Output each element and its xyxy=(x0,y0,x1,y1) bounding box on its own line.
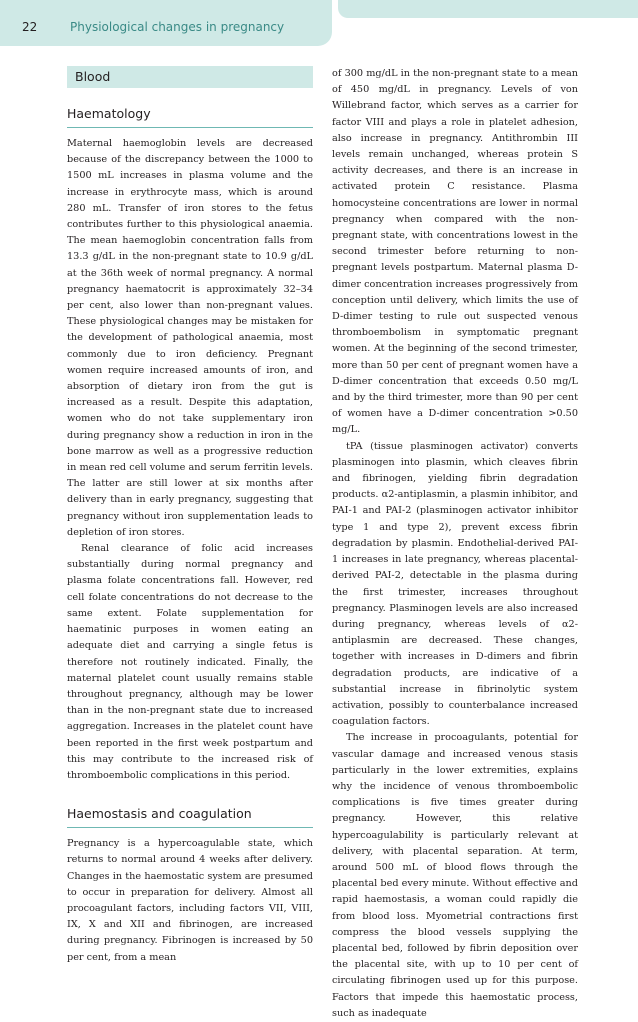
paragraph: Renal clearance of folic acid increases substantially during normal pregnancy and plasma folate concentrations fall. However, red cell folate concentrations do not decrease to the same extent. Folate supplementation for haematinic purposes in women eating an adequate diet and carrying a single fetus is therefore not routinely indicated. Finally, the maternal platelet count usually remains stable throughout pregnancy, although may be lower than in the non-pregnant state due to increased aggregation. Increases in the platelet count have been reported in the first week postpartum and this may contribute to the increased risk of thromboembolic complications in this period. xyxy=(67,543,313,781)
paragraph: of 300 mg/dL in the non-pregnant state to a mean of 450 mg/dL in pregnancy. Levels of von Willebrand factor, which serves as a carrier for factor VIII and plays a role in platelet adhesion, also increase in pregnancy. Antithrombin III levels remain unchanged, whereas protein S activity decreases, and there is an increase in activated protein C resistance. Plasma homocysteine concentrations are lower in normal pregnancy when compared with the non-pregnant state, with concentrations lowest in the second trimester before returning to non-pregnant levels postpartum. Maternal plasma D-dimer concentration increases progressively from conception until delivery, which limits the use of D-dimer testing to rule out suspected venous thromboembolism in symptomatic pregnant women. At the beginning of the second trimester, more than 50 per cent of pregnant women have a D-dimer concentration that exceeds 0.50 mg/L and by the third trimester, more than 90 per cent of women have a D-dimer concentration >0.50 mg/L. xyxy=(332,68,578,436)
paragraph: Pregnancy is a hypercoagulable state, which returns to normal around 4 weeks after delivery. Changes in the haemostatic system are presumed to occur in preparation for delivery. Almost all procoagulant factors, including factors VII, VIII, IX, X and XII and fibrinogen, are increased during pregnancy. Fibrinogen is increased by 50 per cent, from a mean xyxy=(67,838,313,963)
running-header-bar xyxy=(0,0,332,46)
paragraph: tPA (tissue plasminogen activator) converts plasminogen into plasmin, which cleaves fibrin and fibrinogen, yielding fibrin degradation products. α2-antiplasmin, a plasmin inhibitor, and PAI-1 and PAI-2 (plasminogen activator inhibitor type 1 and type 2), prevent excess fibrin degradation by plasmin. Endothelial-derived PAI-1 increases in late pregnancy, whereas placental-derived PAI-2, detectable in the plasma during the first trimester, increases throughout pregnancy. Plasminogen levels are also increased during pregnancy, whereas levels of α2-antiplasmin are decreased. These changes, together with increases in D-dimers and fibrin degradation products, are indicative of a substantial increase in fibrinolytic system activation, possibly to counterbalance increased coagulation factors. xyxy=(332,440,578,728)
left-column xyxy=(67,62,313,966)
running-title: Physiological changes in pregnancy xyxy=(70,20,285,34)
paragraph: Maternal haemoglobin levels are decreased because of the discrepancy between the 1000 to 1500 mL increases in plasma volume and the increase in erythrocyte mass, which is around 280 mL. Transfer of iron stores to the fetus contributes further to this physiological anaemia. The mean haemoglobin concentration falls from 13.3 g/dL in the non-pregnant state to 10.9 g/dL at the 36th week of normal pregnancy. A normal pregnancy haematocrit is approximately 32–34 per cent, also lower than non-pregnant values. These physiological changes may be mistaken for the development of pathological anaemia, most commonly due to iron deficiency. Pregnant women require increased amounts of iron, and absorption of dietary iron from the gut is increased as a result. Despite this adaptation, women who do not take supplementary iron during pregnancy show a reduction in iron in the bone marrow as well as a progressive reduction in mean red cell volume and serum ferritin levels. The latter are still lower at six months after delivery than in early pregnancy, suggesting that pregnancy without iron supplementation leads to depletion of iron stores. xyxy=(67,138,313,538)
heading-haemostasis: Haemostasis and coagulation xyxy=(67,806,313,828)
section-title-blood: Blood xyxy=(67,66,313,88)
paragraph: The increase in procoagulants, potential for vascular damage and increased venous stasis particularly in the lower extremities, explains why the incidence of venous thromboembolic complications is five times greater during pregnancy. However, this relative hypercoagulability is particularly relevant at delivery, with placental separation. At term, around 500 mL of blood flows through the placental bed every minute. Without effective and rapid haemostasis, a woman could rapidly die from blood loss. Myometrial contractions first compress the blood vessels supplying the placental bed, followed by fibrin deposition over the placental site, with up to 10 per cent of circulating fibrinogen used up for this purpose. Factors that impede this haemostatic process, such as inadequate xyxy=(332,732,578,1019)
header-tab-decoration xyxy=(338,0,638,18)
right-column xyxy=(332,66,578,1022)
page-number: 22 xyxy=(22,20,38,34)
heading-haematology: Haematology xyxy=(67,106,313,128)
